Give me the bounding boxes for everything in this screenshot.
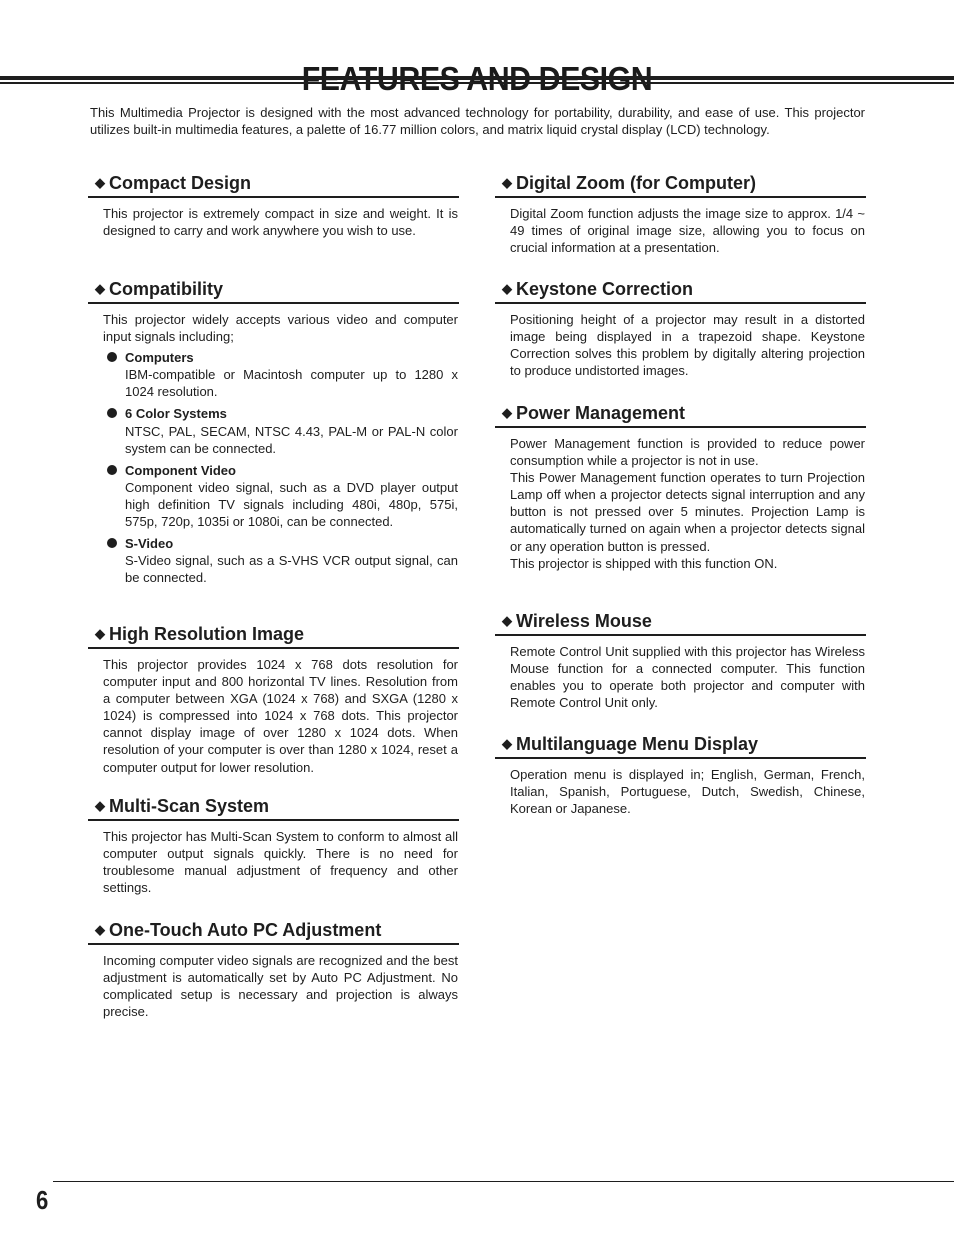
diamond-bullet-icon: ◆ bbox=[95, 626, 105, 641]
list-item-title: 6 Color Systems bbox=[125, 406, 227, 422]
section-body bbox=[495, 435, 866, 572]
title-rule-thin bbox=[0, 82, 954, 84]
section-digital-zoom bbox=[495, 172, 866, 256]
section-heading bbox=[495, 610, 866, 636]
diamond-bullet-icon: ◆ bbox=[502, 613, 512, 628]
section-body: This projector is extremely compact in size and weight. It is designed to carry and work anywhere you wish to use. bbox=[103, 206, 458, 239]
diamond-bullet-icon: ◆ bbox=[95, 922, 105, 937]
list-item-title: S-Video bbox=[125, 536, 174, 552]
title-rule-thick bbox=[0, 76, 954, 80]
heading-text: High Resolution Image bbox=[109, 624, 305, 644]
heading-text: Digital Zoom (for Computer) bbox=[516, 173, 756, 193]
circle-bullet-icon bbox=[107, 352, 117, 362]
list-item-text: S-Video signal, such as a S-VHS VCR output signal, can be connected. bbox=[125, 553, 458, 586]
section-compact-design bbox=[88, 172, 459, 239]
section-multi-scan bbox=[88, 795, 459, 896]
section-wireless-mouse bbox=[495, 610, 866, 711]
section-heading bbox=[495, 172, 866, 198]
heading-text: Compact Design bbox=[109, 173, 252, 193]
section-body: This projector widely accepts various video and computer input signals including; bbox=[103, 312, 458, 345]
section-keystone-correction bbox=[495, 278, 866, 379]
list-item-text: NTSC, PAL, SECAM, NTSC 4.43, PAL-M or PAL-N color system can be connected. bbox=[125, 423, 458, 456]
input-signal-list bbox=[88, 349, 459, 586]
section-heading bbox=[88, 795, 459, 821]
circle-bullet-icon bbox=[107, 408, 117, 418]
section-auto-pc-adjustment bbox=[88, 919, 459, 1020]
list-item-component-video bbox=[125, 462, 458, 530]
section-power-management bbox=[495, 402, 866, 572]
heading-text: Multilanguage Menu Display bbox=[516, 734, 759, 754]
section-body: Operation menu is displayed in; English, German, French, Italian, Spanish, Portuguese, Dutch, Swedish, Chinese, Korean or Japanese. bbox=[510, 767, 865, 817]
diamond-bullet-icon: ◆ bbox=[95, 281, 105, 296]
section-multilanguage-menu bbox=[495, 733, 866, 817]
section-body: Remote Control Unit supplied with this projector has Wireless Mouse function for a connected computer. This function enables you to operate both projector and computer with Remote Control Unit only. bbox=[510, 644, 865, 711]
section-heading bbox=[88, 278, 459, 304]
heading-text: Keystone Correction bbox=[516, 279, 694, 299]
footer-rule bbox=[53, 1181, 954, 1182]
intro-paragraph: This Multimedia Projector is designed with the most advanced technology for portability, durability, and ease of use. This projector utilizes built-in multimedia features, a palette of 16.77 million colors, and matrix liquid crystal display (LCD) technology. bbox=[90, 105, 865, 137]
section-body: Positioning height of a projector may result in a distorted image being displayed in a trapezoid shape. Keystone Correction solves this problem by digitally altering projection to produce undistorted images. bbox=[510, 312, 865, 379]
list-item-text: IBM-compatible or Macintosh computer up to 1280 x 1024 resolution. bbox=[125, 367, 458, 400]
section-body: This projector has Multi-Scan System to conform to almost all computer output signals quickly. There is no need for troublesome manual adjustment of frequency and other settings. bbox=[103, 829, 458, 896]
section-heading bbox=[88, 919, 459, 945]
list-item-s-video bbox=[125, 535, 458, 586]
list-item-color-systems bbox=[125, 405, 458, 456]
section-heading bbox=[88, 623, 459, 649]
section-heading bbox=[495, 733, 866, 759]
diamond-bullet-icon: ◆ bbox=[502, 175, 512, 190]
section-heading bbox=[495, 402, 866, 428]
section-high-resolution bbox=[88, 623, 459, 776]
section-heading bbox=[88, 172, 459, 198]
list-item-computers bbox=[125, 349, 458, 400]
body-paragraph: This Power Management function operates to turn Projection Lamp off when a projector detects signal interruption and any button is not pressed over 5 minutes. Projection Lamp is automatically turned on again when a projector detects signal or any operation button is pressed. bbox=[510, 470, 865, 554]
list-item-title: Computers bbox=[125, 350, 194, 366]
heading-text: Wireless Mouse bbox=[516, 611, 652, 631]
page-number: 6 bbox=[36, 1185, 49, 1215]
section-body: Incoming computer video signals are recognized and the best adjustment is automatically set by Auto PC Adjustment. No complicated setup is necessary and projection is always precise. bbox=[103, 953, 458, 1020]
list-item-title: Component Video bbox=[125, 462, 236, 478]
circle-bullet-icon bbox=[107, 465, 117, 475]
diamond-bullet-icon: ◆ bbox=[95, 175, 105, 190]
section-body: This projector provides 1024 x 768 dots resolution for computer input and 800 horizontal TV lines. Resolution from a computer between XGA (1024 x 768) and SXGA (1280 x 1024) is compressed into 1024 x 768 dots. This projector cannot display image of over 1280 x 1024 dots. When resolution of your computer is over than 1280 x 1024, reset a computer output for lower resolution. bbox=[103, 657, 458, 775]
diamond-bullet-icon: ◆ bbox=[502, 736, 512, 751]
diamond-bullet-icon: ◆ bbox=[95, 798, 105, 813]
heading-text: One-Touch Auto PC Adjustment bbox=[109, 920, 382, 940]
heading-text: Multi-Scan System bbox=[109, 796, 270, 816]
circle-bullet-icon bbox=[107, 538, 117, 548]
body-paragraph: Power Management function is provided to reduce power consumption while a projector is not in use. bbox=[510, 436, 865, 469]
diamond-bullet-icon: ◆ bbox=[502, 281, 512, 296]
section-compatibility bbox=[88, 278, 459, 591]
heading-text: Compatibility bbox=[109, 279, 224, 299]
section-body: Digital Zoom function adjusts the image size to approx. 1/4 ~ 49 times of original image size, allowing you to focus on crucial information at a presentation. bbox=[510, 206, 865, 256]
section-heading bbox=[495, 278, 866, 304]
diamond-bullet-icon: ◆ bbox=[502, 405, 512, 420]
body-paragraph: This projector is shipped with this function ON. bbox=[510, 555, 778, 571]
heading-text: Power Management bbox=[516, 403, 686, 423]
list-item-text: Component video signal, such as a DVD player output high definition TV signals including 480i, 480p, 575i, 575p, 720p, 1035i or 1080i, can be connected. bbox=[125, 479, 458, 530]
